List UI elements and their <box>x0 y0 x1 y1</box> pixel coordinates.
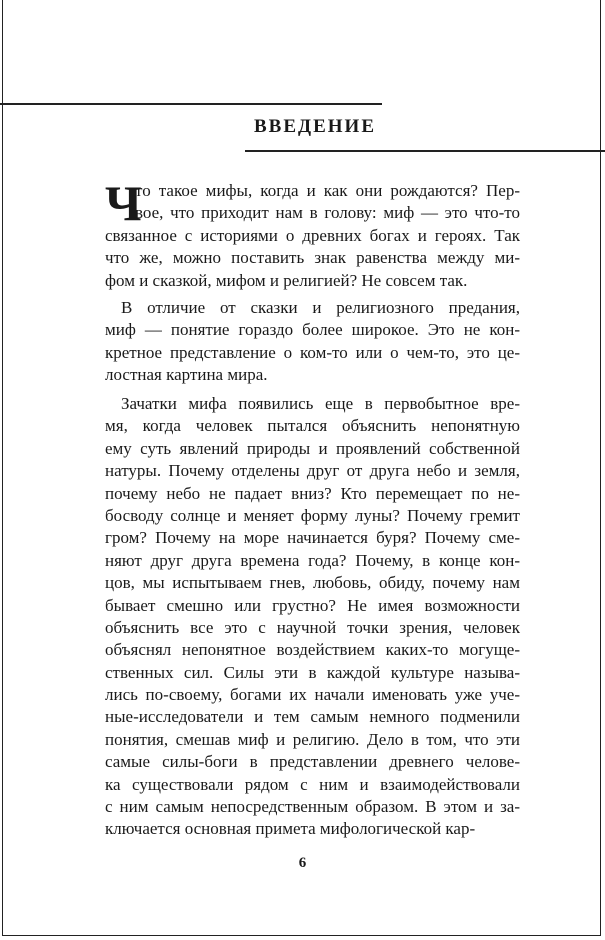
page-number: 6 <box>298 855 307 871</box>
text-line: связанное с историями о древних богах и героях. Так <box>105 225 520 245</box>
text-line: бывает смешно или грустно? Не имея возможности <box>105 595 520 615</box>
text-line: натуры. Почему отделены друг от друга небо и земля, <box>105 461 520 481</box>
text-line: почему небо не падает вниз? Кто перемещает по не- <box>105 483 520 503</box>
text-line: лостная картина мира. <box>105 365 268 385</box>
text-line: цов, мы испытываем гнев, любовь, обиду, почему нам <box>105 573 520 593</box>
drop-cap: Ч <box>105 175 142 231</box>
text-line: ему суть явлений природы и проявлений собственной <box>105 438 520 458</box>
text-line: В отличие от сказки и религиозного предания, <box>121 298 520 317</box>
text-line: объяснить все это с научной точки зрения, человек <box>105 617 520 637</box>
text-line: Зачатки мифа появились еще в первобытное вре- <box>121 394 520 413</box>
heading-rule <box>245 150 605 152</box>
text-line: вое, что приходит нам в голову: миф — это что-то <box>135 203 520 223</box>
text-line: няют друг друга времена года? Почему, в конце кон- <box>105 550 520 570</box>
text-line: объяснял непонятное воздействием каких-то могуще- <box>105 640 520 660</box>
text-line: что же, можно поставить знак равенства между ми- <box>105 248 520 268</box>
paragraph-3 <box>105 393 520 841</box>
text-line: понятия, смешав миф и религию. Дело в том, что эти <box>105 729 520 749</box>
text-line: то такое мифы, когда и как они рождаются? Пер- <box>135 181 520 200</box>
top-rule <box>0 103 382 105</box>
text-line: ственных сил. Силы эти в каждой культуре называ- <box>105 662 520 682</box>
paragraph-2 <box>105 297 520 387</box>
chapter-heading: ВВЕДЕНИЕ <box>254 116 376 137</box>
text-line: кретное представление о ком-то или о чем-то, это це- <box>105 342 520 362</box>
text-line: босводу солнце и меняет форму луны? Почему гремит <box>105 505 520 525</box>
text-line: самые силы-боги в представлении древнего челове- <box>105 752 520 772</box>
text-line: мя, когда человек пытался объяснить непонятную <box>105 416 520 436</box>
text-line: ные-исследователи и тем самым немного подменили <box>105 707 520 727</box>
paragraph-1 <box>105 175 520 292</box>
text-line: фом и сказкой, мифом и религией? Не совсем так. <box>105 270 468 290</box>
text-line: ключается основная примета мифологической кар- <box>105 819 476 839</box>
text-line: миф — понятие гораздо более широкое. Это не кон- <box>105 320 520 340</box>
text-line: гром? Почему на море начинается буря? Почему сме- <box>105 528 520 548</box>
text-line: с ним самым непосредственным образом. В этом и за- <box>105 797 520 817</box>
text-line: лись по-своему, богами их начали именовать уже уче- <box>105 685 520 705</box>
text-line: ка существовали рядом с ним и взаимодействовали <box>105 774 520 794</box>
